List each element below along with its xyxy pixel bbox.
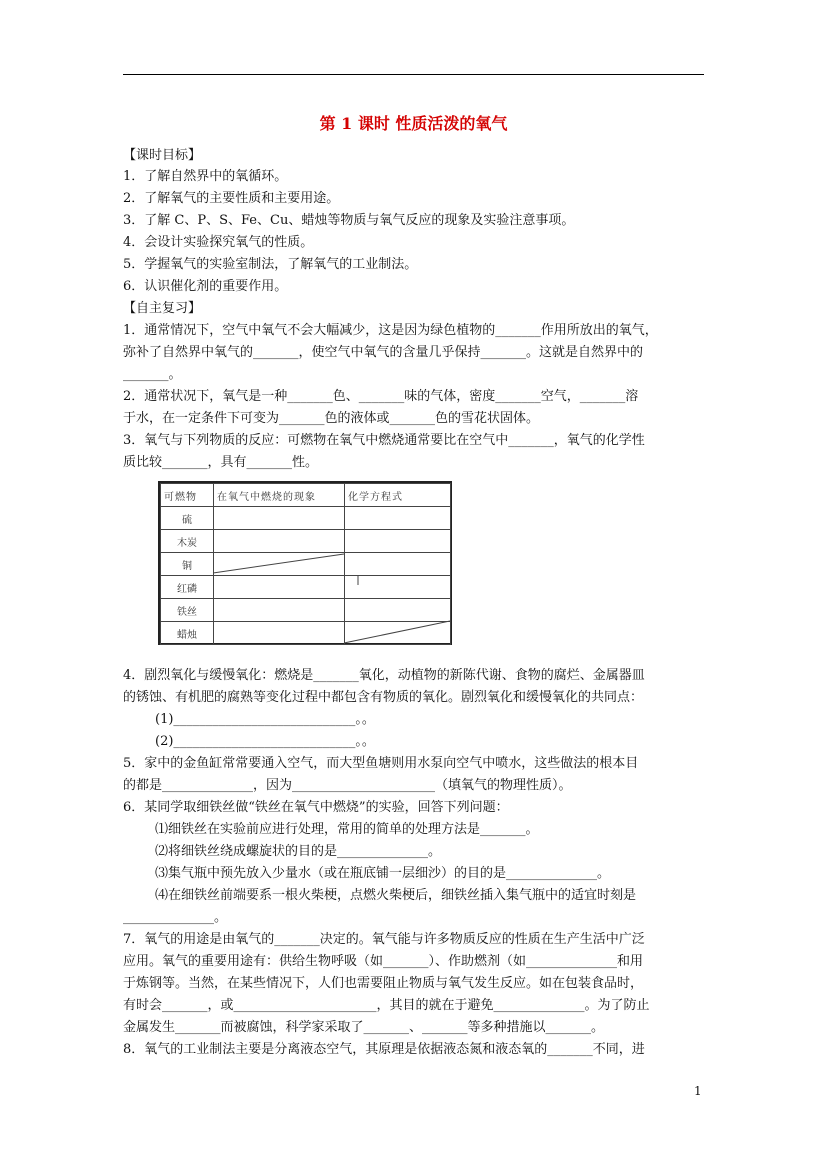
table-cell-substance: 木炭 xyxy=(161,530,214,553)
table-cell-blank[interactable] xyxy=(345,576,451,599)
question-line: 有时会_______，或______________________，其目的就在于避免______________。为了防止 xyxy=(123,998,650,1013)
review-line: 1．通常情况下，空气中氧气不会大幅减少，这是因为绿色植物的_______作用所放出的氧气， xyxy=(123,323,658,338)
page-number: 1 xyxy=(694,1084,702,1098)
review-line: _______。 xyxy=(123,367,182,382)
section-heading-goals: 【课时目标】 xyxy=(123,148,202,163)
question-line: ______________。 xyxy=(123,910,228,925)
table-cell-blank[interactable] xyxy=(214,599,345,622)
review-line: 弥补了自然界中氧气的_______，使空气中氧气的含量几乎保持_______。这就是自然界中的 xyxy=(123,345,644,360)
table-row xyxy=(161,553,451,576)
review-line: 2．通常状况下，氧气是一种_______色、_______味的气体，密度_______空气，_______溶 xyxy=(123,389,639,404)
table-cell-blank[interactable] xyxy=(214,530,345,553)
question-line: 4．剧烈氧化与缓慢氧化：燃烧是_______氧化，动植物的新陈代谢、食物的腐烂、金属器皿 xyxy=(123,668,645,683)
table-cell-substance: 蜡烛 xyxy=(161,622,214,645)
table-cell-blank[interactable] xyxy=(345,599,451,622)
question-line: ⑵将细铁丝绕成螺旋状的目的是______________。 xyxy=(155,844,442,859)
table-cell-blank[interactable] xyxy=(214,622,345,645)
table-cell-blank[interactable] xyxy=(345,622,451,645)
question-line: 的都是______________，因为______________________（填氧气的物理性质）。 xyxy=(123,778,572,793)
question-line: 于炼钢等。当然，在某些情况下，人们也需要阻止物质与氧气发生反应。如在包装食品时， xyxy=(123,976,644,991)
table-row xyxy=(161,576,451,599)
goal-item: 3．了解 C、P、S、Fe、Cu、蜡烛等物质与氧气反应的现象及实验注意事项。 xyxy=(123,213,575,228)
table-cell-blank[interactable] xyxy=(345,553,451,576)
review-line: 3．氧气与下列物质的反应：可燃物在氧气中燃烧通常要比在空气中_______，氧气的化学性 xyxy=(123,433,645,448)
goal-item: 5．学握氧气的实验室制法，了解氧气的工业制法。 xyxy=(123,257,418,272)
table-cell-substance: 红磷 xyxy=(161,576,214,599)
table-row xyxy=(161,599,451,622)
table-cell-blank[interactable] xyxy=(214,507,345,530)
goal-item: 1．了解自然界中的氧循环。 xyxy=(123,169,288,184)
question-line: ⑴细铁丝在实验前应进行处理，常用的简单的处理方法是_______。 xyxy=(155,822,539,837)
table-cell-blank[interactable] xyxy=(214,576,345,599)
header-rule xyxy=(123,74,704,75)
table-cell-blank[interactable] xyxy=(214,553,345,576)
question-line: 5．家中的金鱼缸常常要通入空气，而大型鱼塘则用水泵向空气中喷水，这些做法的根本目 xyxy=(123,756,639,771)
table-header-equation: 化学方程式 xyxy=(345,484,451,507)
page-title: 第 1 课时 性质活泼的氧气 xyxy=(319,114,508,133)
table-row xyxy=(161,530,451,553)
question-line: 的锈蚀、有机肥的腐熟等变化过程中都包含有物质的氧化。剧烈氧化和缓慢氧化的共同点： xyxy=(123,690,644,705)
table-header-substance: 可燃物 xyxy=(161,484,214,507)
question-line: ⑷在细铁丝前端要系一根火柴梗，点燃火柴梗后，细铁丝插入集气瓶中的适宜时刻是 xyxy=(155,888,637,903)
question-line: ⑶集气瓶中预先放入少量水（或在瓶底铺一层细沙）的目的是______________。 xyxy=(155,866,611,881)
question-line: 8．氧气的工业制法主要是分离液态空气，其原理是依据液态氮和液态氧的_______不同，进 xyxy=(123,1042,645,1057)
table-cell-blank[interactable] xyxy=(345,507,451,530)
table-cell-substance: 铁丝 xyxy=(161,599,214,622)
table-cell-blank[interactable] xyxy=(345,530,451,553)
table-cell-substance: 铜 xyxy=(161,553,214,576)
question-line: 应用。氧气的重要用途有：供给生物呼吸（如_______）、作助燃剂（如______________和用 xyxy=(123,954,644,969)
review-line: 于水，在一定条件下可变为_______色的液体或_______色的雪花状固体。 xyxy=(123,411,540,426)
goal-item: 4．会设计实验探究氧气的性质。 xyxy=(123,235,314,250)
question-line: (2)____________________________。。 xyxy=(155,734,375,749)
table-row xyxy=(161,507,451,530)
table-cell-substance: 硫 xyxy=(161,507,214,530)
table-header-phenomenon: 在氧气中燃烧的现象 xyxy=(214,484,345,507)
table-row xyxy=(161,622,451,645)
goal-item: 2．了解氧气的主要性质和主要用途。 xyxy=(123,191,340,206)
question-line: (1)____________________________。。 xyxy=(155,712,375,727)
goal-item: 6．认识催化剂的重要作用。 xyxy=(123,279,288,294)
combustion-table xyxy=(158,481,452,645)
question-line: 6．某同学取细铁丝做“铁丝在氧气中燃烧”的实验，回答下列问题： xyxy=(123,800,509,815)
section-heading-review: 【自主复习】 xyxy=(123,301,202,316)
review-line: 质比较_______，具有_______性。 xyxy=(123,455,319,470)
question-line: 7．氧气的用途是由氧气的_______决定的。氧气能与许多物质反应的性质在生产生活中广泛 xyxy=(123,932,645,947)
question-line: 金属发生_______而被腐蚀，科学家采取了_______、_______等多种措施以_______。 xyxy=(123,1020,605,1035)
